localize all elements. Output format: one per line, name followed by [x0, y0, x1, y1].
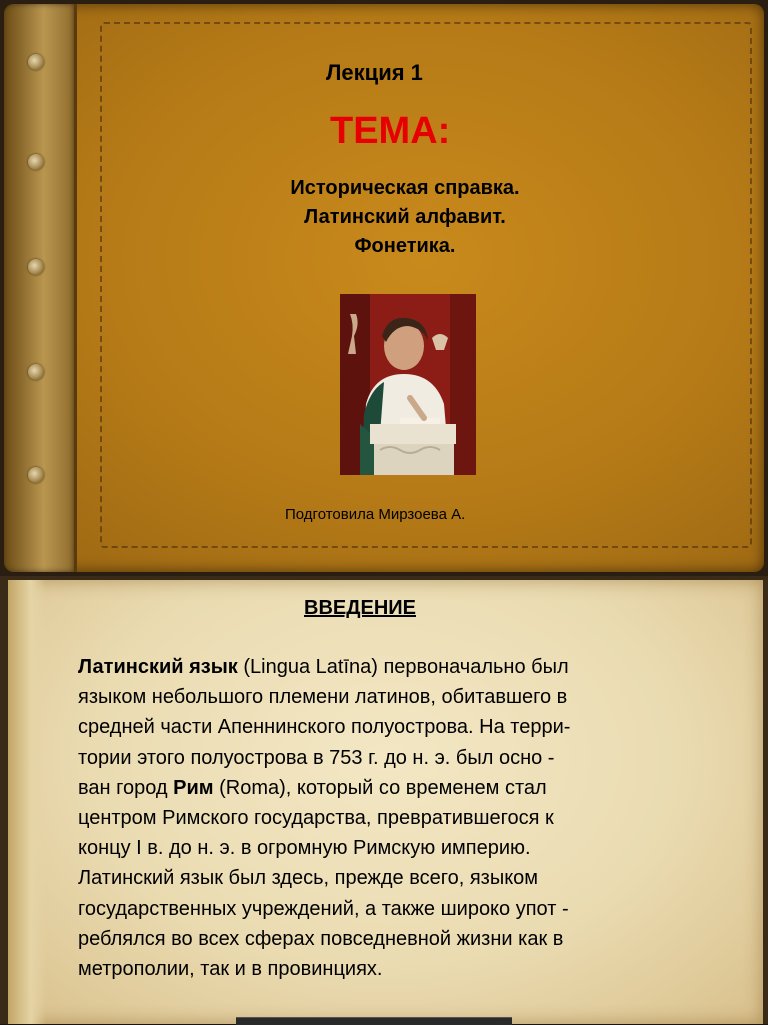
term-rome: Рим [173, 776, 214, 799]
text-line: реблялся во всех сферах повседневной жизни как в [78, 927, 564, 950]
text-line: метрополии, так и в провинциях. [78, 958, 383, 981]
topic-line: Фонетика. [354, 235, 456, 257]
roman-portrait-image [340, 294, 476, 475]
text-line: Латинский язык (Lingua Latīna) первоначально был [78, 656, 569, 678]
binding-hole-icon [28, 364, 44, 380]
page-fold [8, 580, 46, 1024]
text-line: концу I в. до н. э. в огромную Римскую империю. [78, 837, 531, 860]
section-heading: ВВЕДЕНИЕ [304, 597, 416, 619]
topic-label: ТЕМА: [330, 110, 451, 152]
text-line: центром Римского государства, превратившегося к [78, 807, 554, 830]
topic-title [240, 174, 570, 261]
binding-hole-icon [28, 54, 44, 70]
text-line: тории этого полуострова в 753 г. до н. э. был осно - [78, 746, 555, 769]
text-line: государственных учреждений, а также широко упот - [78, 897, 569, 920]
spine-edge [74, 4, 77, 572]
binding-hole-icon [28, 259, 44, 275]
text-line: ван город Рим (Roma), который со временем стал [78, 776, 547, 799]
topic-line: Историческая справка. [290, 177, 520, 199]
book-spine [4, 4, 76, 572]
text-line: языком небольшого племени латинов, обитавшего в [78, 686, 568, 709]
text-line: Латинский язык был здесь, прежде всего, языком [78, 867, 539, 890]
intro-paragraph [78, 652, 718, 984]
binding-hole-icon [28, 467, 44, 483]
lecture-number: Лекция 1 [326, 60, 423, 85]
portrait-drawing [340, 294, 476, 475]
author-credit: Подготовила Мирзоева А. [285, 506, 466, 523]
binding-hole-icon [28, 154, 44, 170]
term-latin-language: Латинский язык [78, 656, 238, 678]
text-line: средней части Апеннинского полуострова. На терри- [78, 716, 571, 739]
topic-line: Латинский алфавит. [304, 206, 506, 228]
slide-intro [0, 576, 768, 1024]
